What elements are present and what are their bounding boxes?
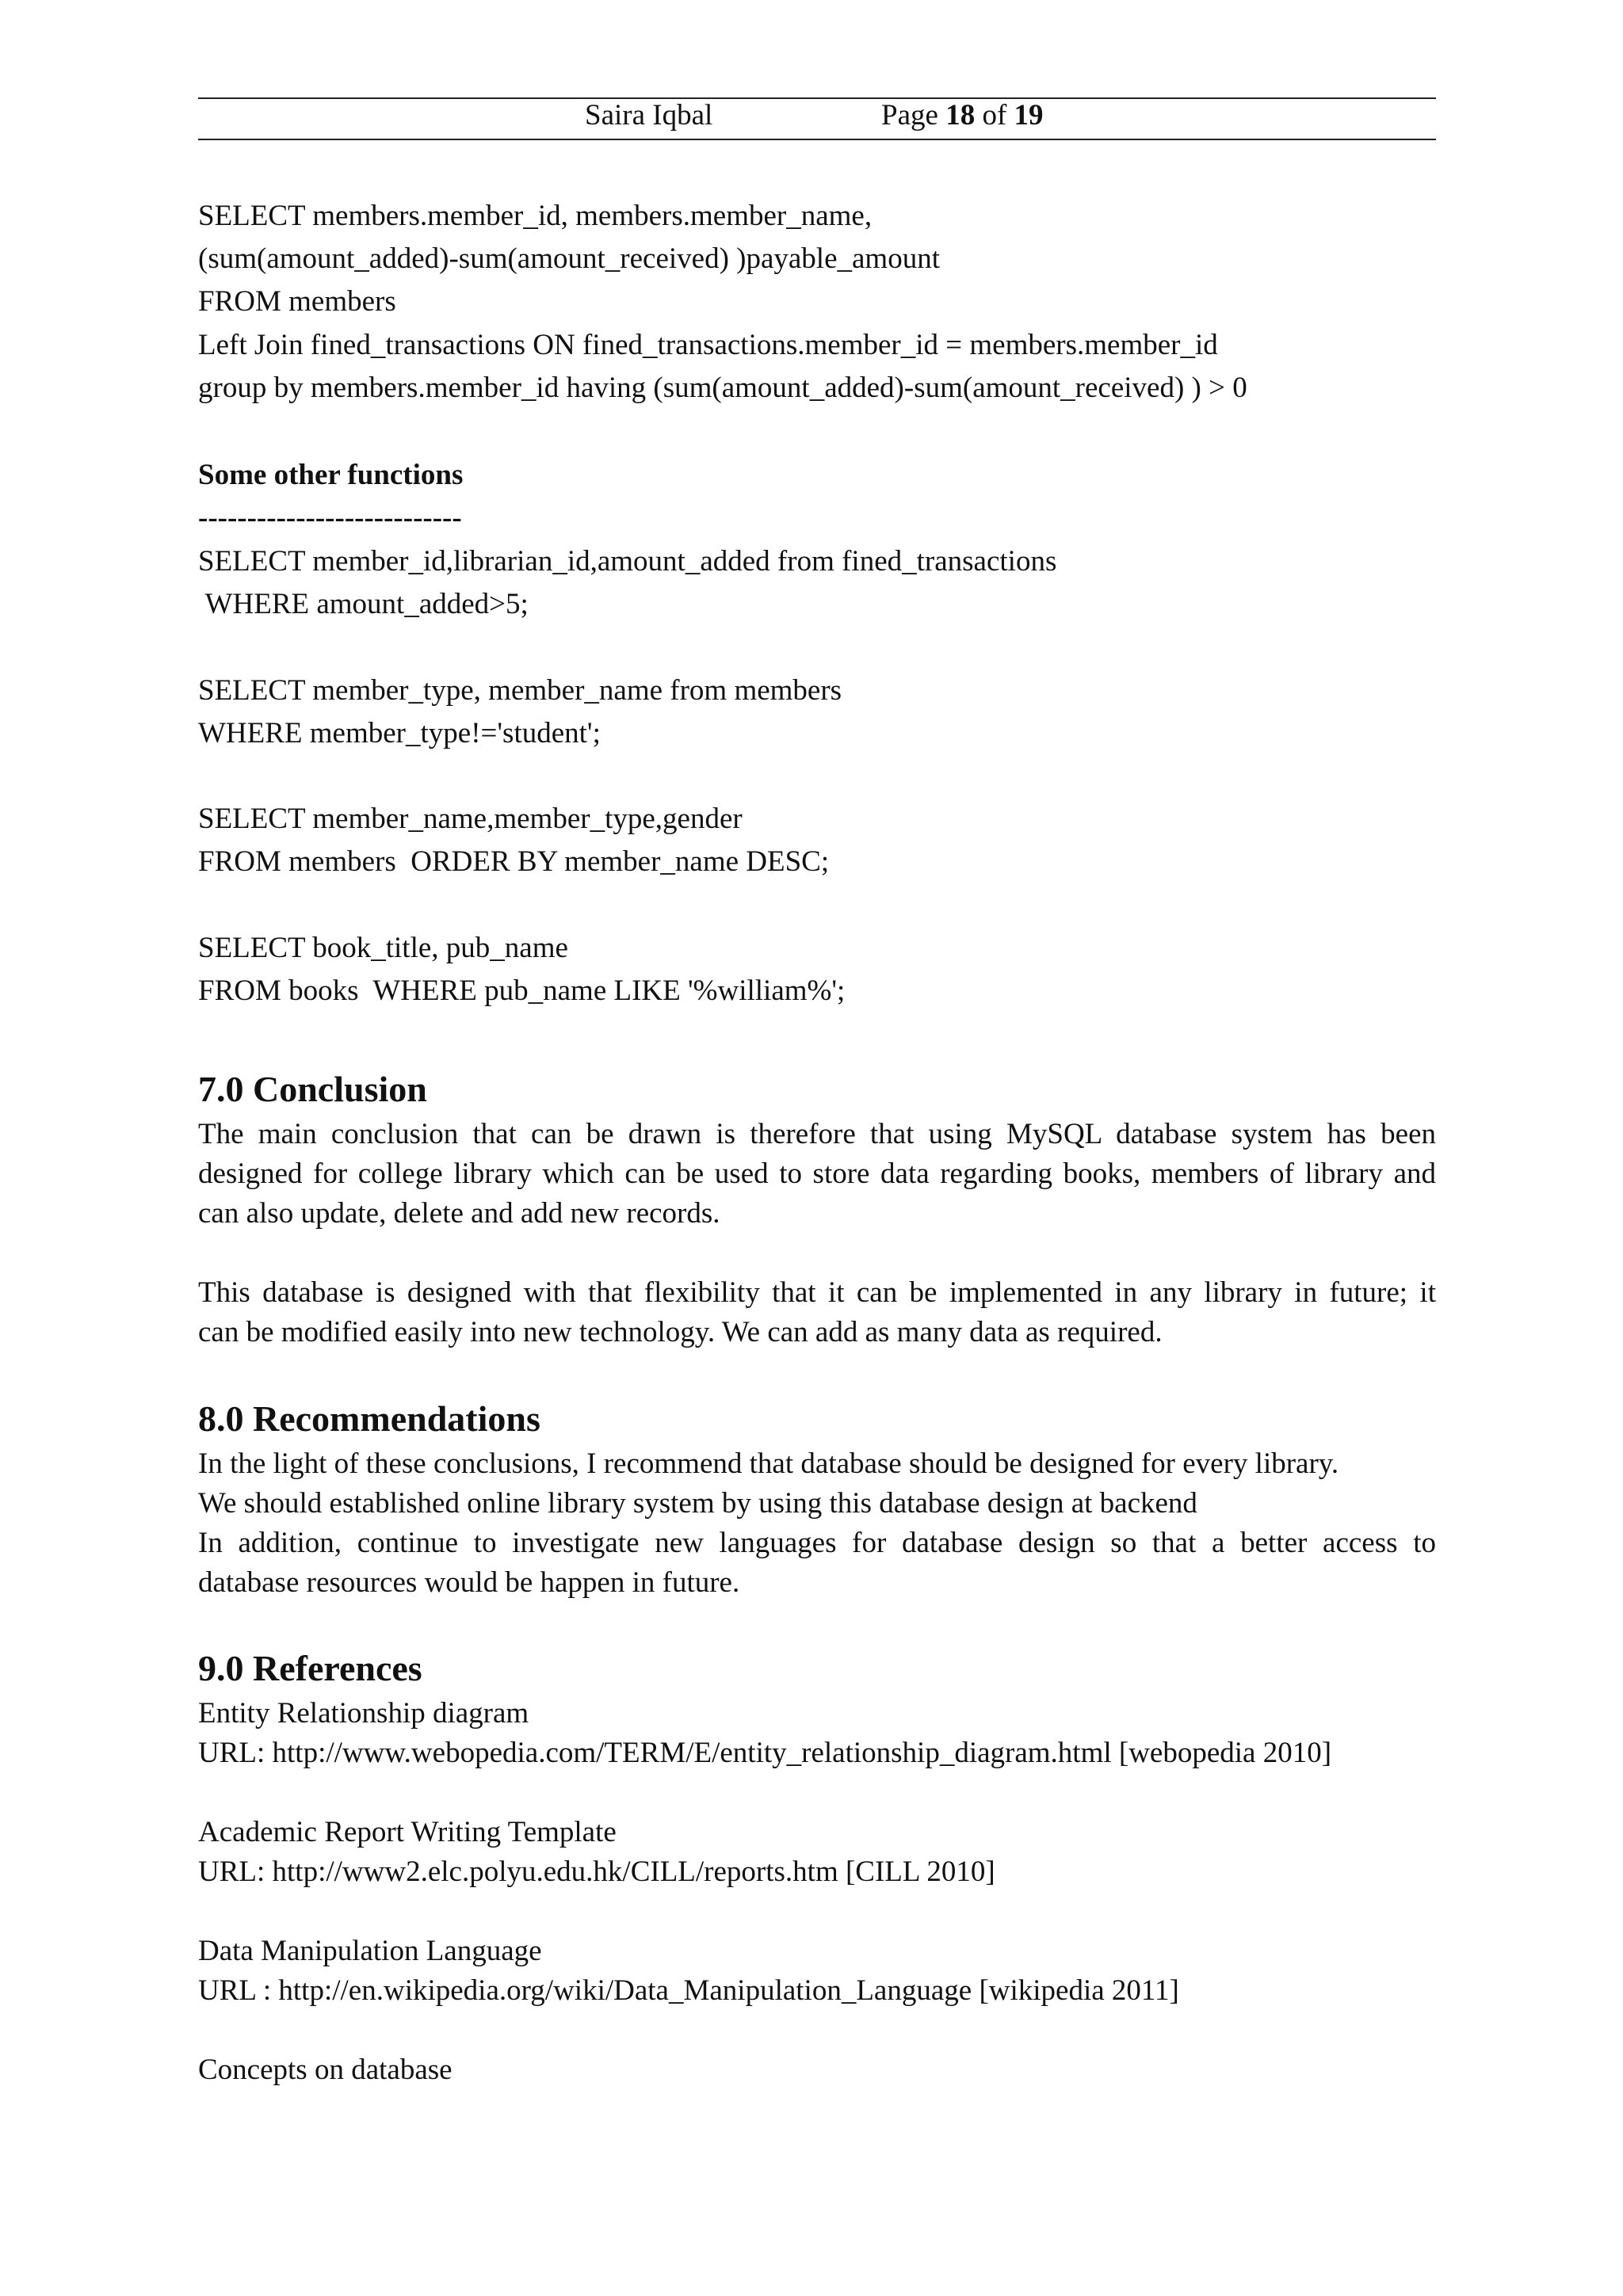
reference-url: URL: http://www2.elc.polyu.edu.hk/CILL/reports.htm [CILL 2010] [198, 1855, 995, 1888]
header-author: Saira Iqbal [585, 99, 713, 132]
header-bottom-rule [198, 139, 1436, 140]
section-subtitle: Some other functions [198, 459, 464, 491]
header-page-number [881, 98, 1044, 133]
conclusion-paragraph-line: can be modified easily into new technology. We can add as many data as required. [198, 1316, 1163, 1348]
query-line: FROM books WHERE pub_name LIKE '%william%'; [198, 974, 846, 1007]
reference-title: Entity Relationship diagram [198, 1697, 529, 1730]
sql-line: Left Join fined_transactions ON fined_transactions.member_id = members.member_id [198, 329, 1218, 361]
query-line: WHERE member_type!='student'; [198, 717, 601, 749]
page-current: 18 [945, 99, 976, 132]
conclusion-paragraph-line: The main conclusion that can be drawn is therefore that using MySQL database system has been [198, 1118, 1436, 1150]
recommendation-line: database resources would be happen in future. [198, 1566, 740, 1599]
sql-line: (sum(amount_added)-sum(amount_received) )payable_amount [198, 242, 940, 275]
subtitle-underline: --------------------------- [198, 502, 462, 534]
query-line: SELECT member_name,member_type,gender [198, 803, 743, 835]
conclusion-paragraph-line: designed for college library which can be used to store data regarding books, members of library and [198, 1158, 1436, 1190]
reference-title: Academic Report Writing Template [198, 1816, 617, 1848]
query-line: SELECT member_id,librarian_id,amount_added from fined_transactions [198, 545, 1057, 578]
reference-title: Data Manipulation Language [198, 1935, 542, 1967]
query-line: SELECT book_title, pub_name [198, 932, 568, 964]
page-word: Page [881, 99, 938, 132]
header-top-rule [198, 97, 1436, 99]
of-word: of [982, 99, 1007, 132]
conclusion-heading: 7.0 Conclusion [198, 1069, 427, 1109]
reference-url: URL : http://en.wikipedia.org/wiki/Data_Manipulation_Language [wikipedia 2011] [198, 1974, 1179, 2007]
conclusion-paragraph-line: can also update, delete and add new records. [198, 1197, 720, 1230]
sql-line: FROM members [198, 285, 396, 318]
query-line: SELECT member_type, member_name from members [198, 674, 842, 707]
reference-title: Concepts on database [198, 2054, 453, 2086]
recommendations-heading: 8.0 Recommendations [198, 1398, 540, 1439]
recommendation-line: In addition, continue to investigate new languages for database design so that a better access to [198, 1527, 1436, 1559]
references-heading: 9.0 References [198, 1648, 422, 1688]
recommendation-line: In the light of these conclusions, I recommend that database should be designed for every library. [198, 1447, 1339, 1480]
query-line: FROM members ORDER BY member_name DESC; [198, 845, 830, 878]
sql-line: SELECT members.member_id, members.member_name, [198, 200, 873, 232]
recommendation-line: We should established online library system by using this database design at backend [198, 1487, 1197, 1520]
query-line: WHERE amount_added>5; [198, 588, 529, 620]
reference-url: URL: http://www.webopedia.com/TERM/E/entity_relationship_diagram.html [webopedia 2010] [198, 1737, 1332, 1769]
conclusion-paragraph-line: This database is designed with that flexibility that it can be implemented in any library in future; it [198, 1276, 1436, 1309]
page-total: 19 [1014, 99, 1044, 132]
sql-line: group by members.member_id having (sum(amount_added)-sum(amount_received) ) > 0 [198, 372, 1247, 404]
